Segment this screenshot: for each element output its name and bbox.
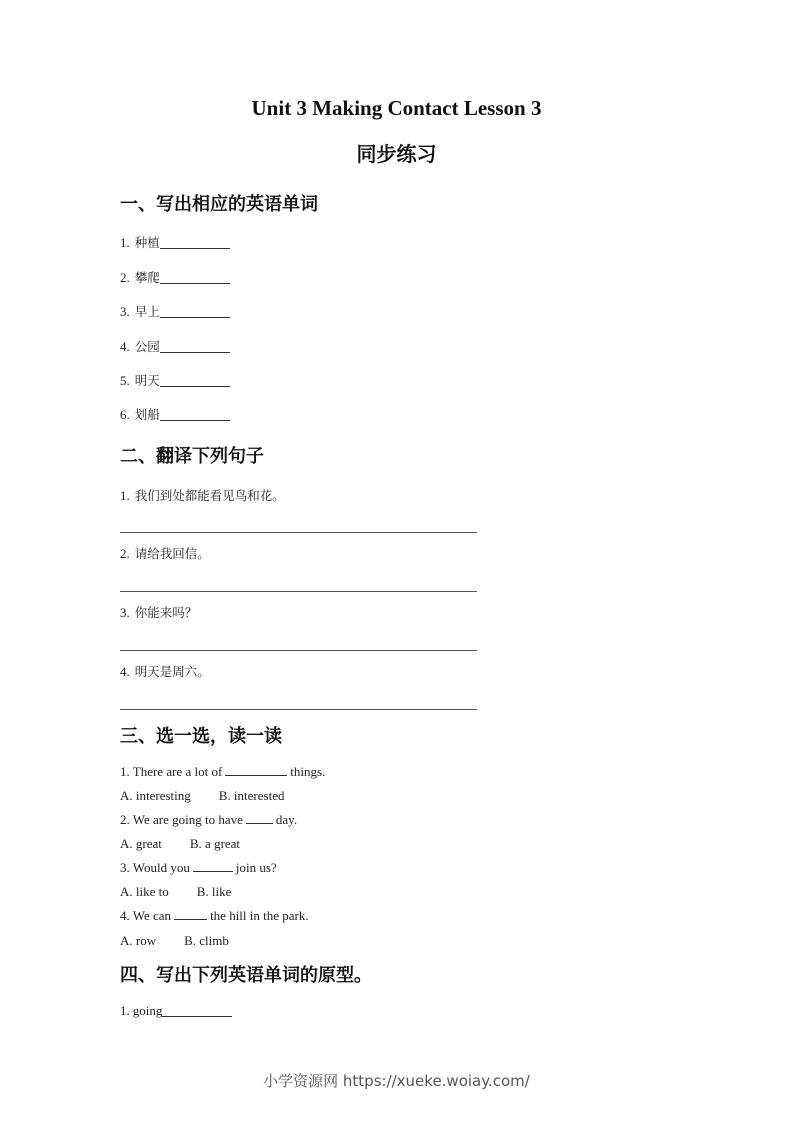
answer-blank[interactable] [246,822,273,824]
answer-blank[interactable] [160,282,230,284]
option-b[interactable]: B. interested [218,788,285,803]
document-subtitle: 同步练习 [356,142,437,166]
question-prefix: 4. We can [120,908,172,923]
vocab-item [120,233,230,251]
answer-blank[interactable] [225,774,287,776]
item-number: 3. [120,605,130,620]
answer-blank[interactable] [160,351,230,353]
mc-question [120,812,297,828]
answer-blank[interactable] [160,316,230,318]
translation-item [120,544,210,562]
answer-line[interactable] [120,532,477,533]
item-number: 2. [120,546,130,561]
question-suffix: the hill in the park. [210,908,309,923]
question-prefix: 1. There are a lot of [120,764,223,779]
question-prefix: 2. We are going to have [120,812,243,827]
question-suffix: things. [290,764,326,779]
item-number: 4. [120,339,130,354]
item-text: 我们到处都能看见鸟和花。 [134,488,285,503]
base-form-item [120,1003,232,1019]
vocab-item [120,268,230,286]
mc-question [120,908,309,924]
item-text: 明天是周六。 [134,664,210,679]
section-heading-2: 二、翻译下列句子 [120,446,264,467]
vocab-item [120,405,230,423]
translation-item [120,486,285,504]
answer-blank[interactable] [160,419,230,421]
item-text: 你能来吗？ [134,605,198,620]
item-number: 1. [120,1003,130,1018]
item-text: 划船 [134,407,160,422]
answer-blank[interactable] [160,385,230,387]
section-heading-4: 四、写出下列英语单词的原型。 [120,965,372,986]
mc-options [120,933,229,949]
item-number: 1. [120,235,130,250]
vocab-item [120,371,230,389]
answer-line[interactable] [120,709,477,710]
answer-line[interactable] [120,650,477,651]
item-text: 公园 [134,339,160,354]
mc-options [120,884,231,900]
item-text: 攀爬 [134,270,160,285]
translation-item [120,662,210,680]
question-prefix: 3. Would you [120,860,190,875]
item-text: 明天 [134,373,160,388]
mc-options [120,788,284,804]
item-number: 2. [120,270,130,285]
item-number: 3. [120,304,130,319]
vocab-item [120,337,230,355]
option-b[interactable]: B. a great [189,836,241,851]
answer-blank[interactable] [193,870,233,872]
document-title: Unit 3 Making Contact Lesson 3 [251,96,542,120]
mc-question [120,764,325,780]
option-b[interactable]: B. like [196,884,232,899]
translation-item [120,603,197,621]
item-number: 1. [120,488,130,503]
item-number: 4. [120,664,130,679]
section-heading-3: 三、选一选，读一读 [120,726,282,747]
answer-blank[interactable] [162,1015,232,1017]
item-text: 请给我回信。 [134,546,210,561]
item-text: 早上 [134,304,160,319]
answer-blank[interactable] [174,918,207,920]
section-heading-1: 一、写出相应的英语单词 [120,194,318,215]
question-suffix: join us? [235,860,277,875]
vocab-item [120,302,230,320]
option-a[interactable]: A. row [120,933,157,948]
mc-options [120,836,240,852]
answer-line[interactable] [120,591,477,592]
mc-question [120,860,277,876]
option-a[interactable]: A. interesting [120,788,191,803]
answer-blank[interactable] [160,247,230,249]
question-suffix: day. [275,812,298,827]
item-number: 6. [120,407,130,422]
item-text: 种植 [134,235,160,250]
watermark-footer: 小学资源网 https://xueke.woiay.com/ [263,1072,530,1090]
option-a[interactable]: A. great [120,836,162,851]
option-b[interactable]: B. climb [184,933,229,948]
item-number: 5. [120,373,130,388]
option-a[interactable]: A. like to [120,884,169,899]
item-text: going [132,1003,163,1018]
